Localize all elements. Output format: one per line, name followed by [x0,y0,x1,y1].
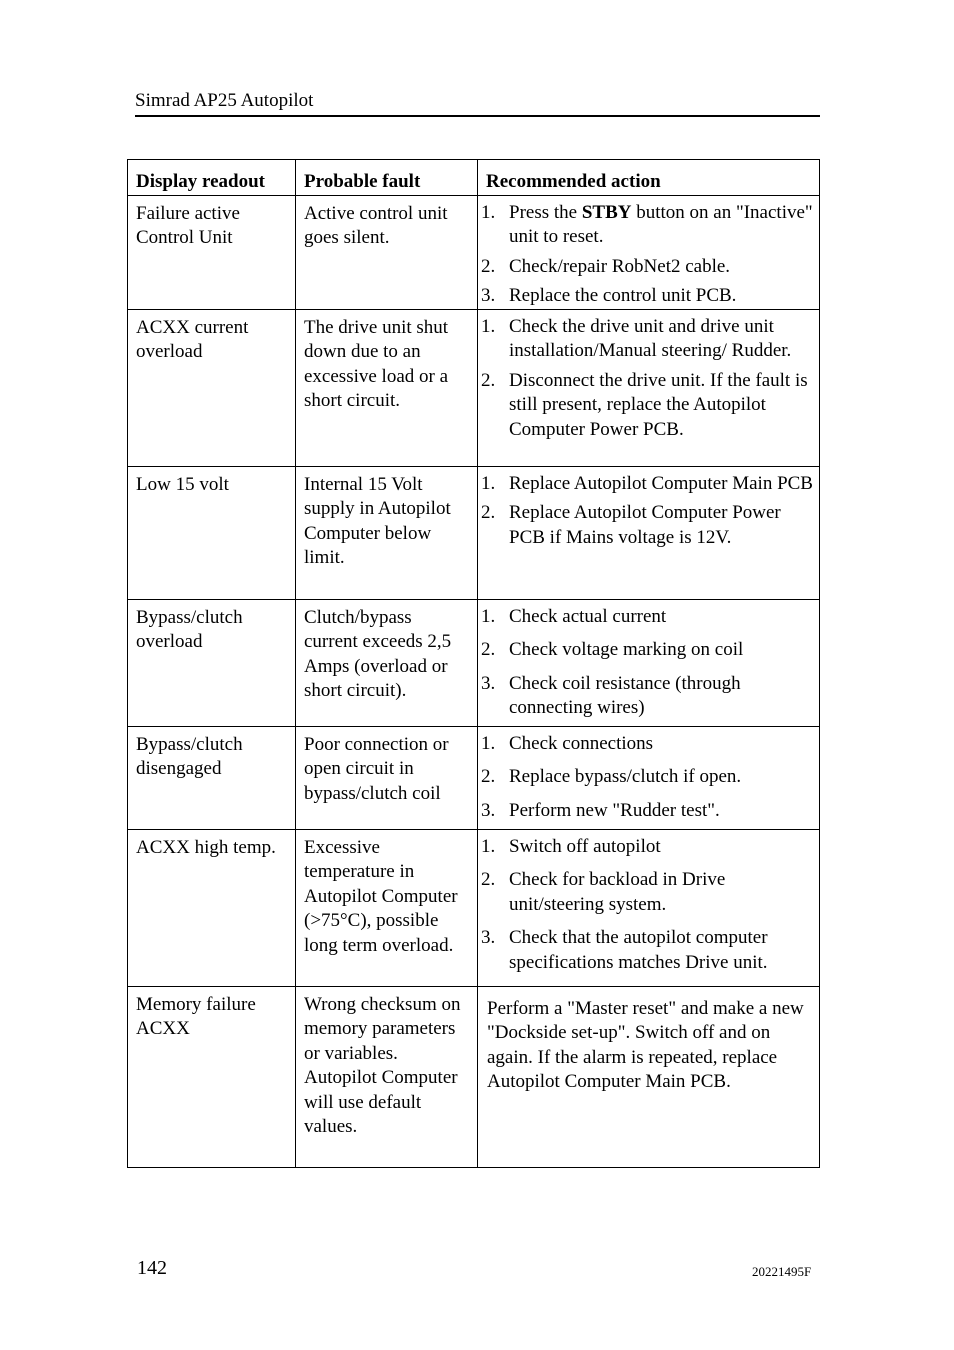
table-row [128,195,820,309]
action-step [481,926,813,975]
recommended-action [478,726,820,829]
step-text: Check the drive unit and drive unit installation/Manual steering/ Rudder. [509,315,792,361]
action-step [481,868,813,917]
step-number: 3. [481,799,496,821]
step-text: Check coil resistance (through connecting wires) [509,672,741,718]
stby-button-label: STBY [581,201,632,223]
action-steps [481,315,813,443]
step-text [509,201,813,250]
display-readout: Failure active Control Unit [128,195,296,309]
table-row [128,986,820,1167]
step-number: 2. [481,255,496,277]
document-code: 20221495F [752,1264,812,1279]
step-number: 1. [481,835,496,857]
probable-fault: Internal 15 Volt supply in Autopilot Computer below limit. [296,466,478,599]
display-readout: Memory failure ACXX [128,986,296,1167]
step-number: 2. [481,369,496,391]
probable-fault: Active control unit goes silent. [296,195,478,309]
action-step [481,638,813,663]
display-readout: ACXX high temp. [128,829,296,986]
page-number: 142 [137,1257,167,1279]
step-number: 3. [481,672,496,694]
fault-table [127,159,820,1168]
action-step [481,501,813,550]
action-steps [481,732,813,824]
step-text: Check actual current [509,605,667,627]
table-header-row [128,160,820,196]
recommended-action [478,599,820,726]
action-step [481,201,813,250]
action-text: Perform a "Master reset" and make a new "Dockside set-up". Switch off and on again. If the alarm is repeated, replace Autopilot Computer Main PCB. [487,997,804,1092]
step-text: Check voltage marking on coil [509,639,744,660]
step-text: Perform new "Rudder test". [509,799,720,821]
action-step [481,369,813,443]
action-steps [481,201,813,309]
action-step [481,472,813,497]
running-header: Simrad AP25 Autopilot [135,89,820,117]
step-number: 1. [481,605,496,627]
step-number: 1. [481,472,496,494]
display-readout: Bypass/clutch disengaged [128,726,296,829]
step-number: 2. [481,639,496,660]
step-text: Check that the autopilot computer specifications matches Drive unit. [509,927,768,973]
action-steps [481,605,813,721]
action-step [481,765,813,790]
step-number: 2. [481,766,496,787]
table-row [128,309,820,466]
probable-fault: Excessive temperature in Autopilot Computer (>75°C), possible long term overload. [296,829,478,986]
recommended-action [478,309,820,466]
recommended-action [478,986,820,1167]
action-step [481,799,813,824]
probable-fault: Poor connection or open circuit in bypass/clutch coil [296,726,478,829]
step-number: 2. [481,869,496,890]
step-text: Check for backload in Drive unit/steering system. [509,869,726,915]
column-header-action: Recommended action [478,160,820,196]
action-step [481,605,813,630]
table-row [128,466,820,599]
table-row [128,599,820,726]
column-header-fault: Probable fault [296,160,478,196]
probable-fault: Wrong checksum on memory parameters or variables. Autopilot Computer will use default values. [296,986,478,1167]
display-readout: Bypass/clutch overload [128,599,296,726]
step-text: Replace the control unit PCB. [509,285,737,306]
action-steps [481,835,813,976]
step-number: 2. [481,502,496,523]
table-row [128,726,820,829]
display-readout: Low 15 volt [128,466,296,599]
step-text: Switch off autopilot [509,835,661,857]
action-step [481,835,813,860]
action-step [481,732,813,757]
step-text: Check connections [509,732,654,754]
action-steps [481,472,813,551]
action-step [481,255,813,280]
step-text: Disconnect the drive unit. If the fault is still present, replace the Autopilot Computer Power PCB. [509,369,808,440]
action-step [481,284,813,309]
column-header-readout: Display readout [128,160,296,196]
action-step [481,315,813,364]
step-text: Replace bypass/clutch if open. [509,766,742,787]
step-number: 1. [481,732,496,754]
recommended-action [478,466,820,599]
display-readout: ACXX current overload [128,309,296,466]
step-text-post: button on an "Inactive" unit to reset. [509,201,813,247]
action-step [481,672,813,721]
step-text: Check/repair RobNet2 cable. [509,255,731,277]
probable-fault: The drive unit shut down due to an excessive load or a short circuit. [296,309,478,466]
step-text: Replace Autopilot Computer Power PCB if Mains voltage is 12V. [509,502,781,548]
step-number: 1. [481,201,496,223]
probable-fault: Clutch/bypass current exceeds 2,5 Amps (overload or short circuit). [296,599,478,726]
table-row [128,829,820,986]
step-text: Replace Autopilot Computer Main PCB [509,472,813,494]
step-number: 3. [481,927,496,948]
recommended-action [478,829,820,986]
step-number: 3. [481,285,496,306]
step-number: 1. [481,315,496,337]
step-text-pre: Press the [509,201,582,223]
recommended-action [478,195,820,309]
